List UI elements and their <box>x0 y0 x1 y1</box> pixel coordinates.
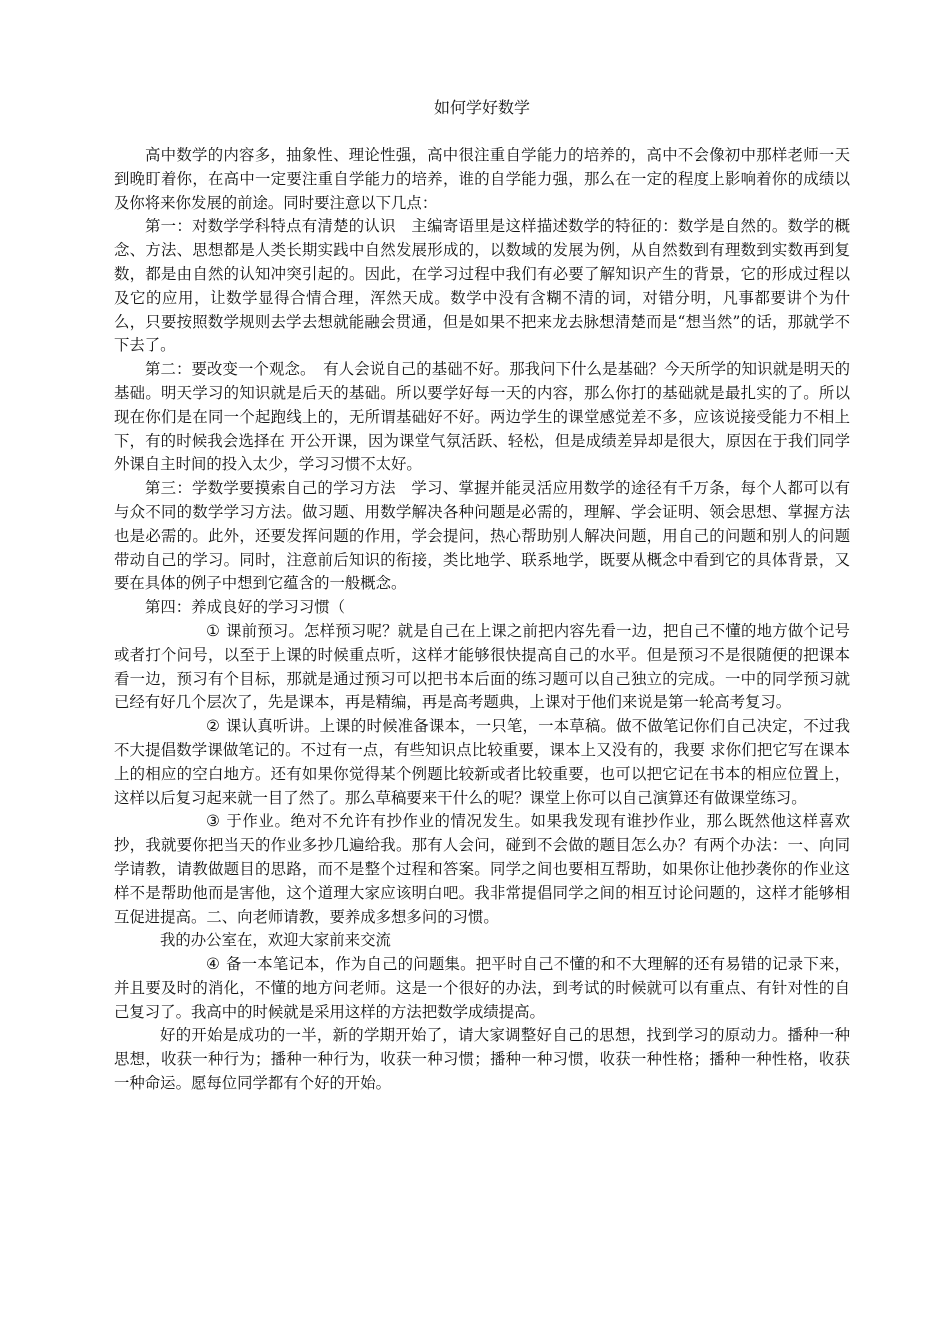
paragraph-habit-2 <box>114 715 850 810</box>
document-page <box>114 96 850 1096</box>
habit-2-text: 课认真听讲。上课的时候准备课本，一只笔，一本草稿。做不做笔记你们自己决定，不过我不大提倡数学课做笔记的。不过有一点，有些知识点比较重要，课本上又没有的，我要 求你们把它写在课本上的相应的空白地方。还有如果你觉得某个例题比较新或者比较重要，也可以把它记在书本的相应位置上，这样以后复习起来就一目了然了。那么草稿要来干什么的呢？课堂上你可以自己演算还有做课堂练习。 <box>114 717 850 807</box>
paragraph-habit-4 <box>114 953 850 1024</box>
paragraph-habit-3 <box>114 810 850 929</box>
paragraph-point-4-heading: 第四：养成良好的学习习惯（ <box>145 598 346 617</box>
habit-3-text: 于作业。绝对不允许有抄作业的情况发生。如果我发现有谁抄作业，那么既然他这样喜欢抄，我就要你把当天的作业多抄几遍给我。那有人会问，碰到不会做的题目怎么办？有两个办法：一、向同学请教，请教做题目的思路，而不是整个过程和答案。同学之间也要相互帮助，如果你让他抄袭你的作业这样不是帮助他而是害他，这个道理大家应该明白吧。我非常提倡同学之间的相互讨论问题的，这样才能够相互促进提高。二、向老师请教，要养成多想多问的习惯。 <box>114 812 850 926</box>
paragraph-point-3: 第三：学数学要摸索自己的学习方法 学习、掌握并能灵活应用数学的途径有千万条，每个人都可以有与众不同的数学学习方法。做习题、用数学解决各种问题是必需的，理解、学会证明、领会思想、掌握方法也是必需的。此外，还要发挥问题的作用，学会提问，热心帮助别人解决问题，用自己的问题和别人的问题带动自己的学习。同时，注意前后知识的衔接，类比地学、联系地学，既要从概念中看到它的具体背景，又要在具体的例子中想到它蕴含的一般概念。 <box>114 479 850 593</box>
circled-number-2: ② <box>206 717 220 736</box>
paragraph-habit-1 <box>114 620 850 715</box>
paragraph-point-1: 第一：对数学学科特点有清楚的认识 主编寄语里是这样描述数学的特征的：数学是自然的。数学的概念、方法、思想都是人类长期实践中自然发展形成的，以数域的发展为例，从自然数到有理数到实数再到复数，都是由自然的认知冲突引起的。因此，在学习过程中我们有必要了解知识产生的背景，它的形成过程以及它的应用，让数学显得合情合理，浑然天成。数学中没有含糊不清的词，对错分明，凡事都要讲个为什么，只要按照数学规则去学去想就能融会贯通，但是如果不把来龙去脉想清楚而是“想当然”的话，那就学不下去了。 <box>114 217 850 355</box>
paragraph-office-note: 我的办公室在，欢迎大家前来交流 <box>160 931 391 950</box>
circled-number-4: ④ <box>206 955 220 974</box>
habit-1-text: 课前预习。怎样预习呢？就是自己在上课之前把内容先看一边，把自己不懂的地方做个记号或者打个问号，以至于上课的时候重点听，这样才能够很快提高自己的水平。但是预习不是很随便的把课本看一边，预习有个目标，那就是通过预习可以把书本后面的练习题可以自己独立的完成。一中的同学预习就已经有好几个层次了，先是课本，再是精编，再是高考题典，上课对于他们来说是第一轮高考复习。 <box>114 621 850 712</box>
paragraph-intro: 高中数学的内容多，抽象性、理论性强，高中很注重自学能力的培养的，高中不会像初中那样老师一天到晚盯着你，在高中一定要注重自学能力的培养，谁的自学能力强，那么在一定的程度上影响着你的成绩以及你将来你发展的前途。同时要注意以下几点： <box>114 146 850 212</box>
circled-number-3: ③ <box>206 812 220 831</box>
habit-4-text: 备一本笔记本，作为自己的问题集。把平时自己不懂的和不大理解的还有易错的记录下来，并且要及时的消化，不懂的地方问老师。这是一个很好的办法，到考试的时候就可以有重点、有针对性的自己复习了。我高中的时候就是采用这样的方法把数学成绩提高。 <box>114 955 850 1021</box>
circled-number-1: ① <box>206 621 220 640</box>
document-title: 如何学好数学 <box>433 98 530 117</box>
paragraph-closing: 好的开始是成功的一半，新的学期开始了，请大家调整好自己的思想，找到学习的原动力。播种一种思想，收获一种行为；播种一种行为，收获一种习惯；播种一种习惯，收获一种性格；播种一种性格，收获一种命运。愿每位同学都有个好的开始。 <box>114 1026 850 1093</box>
paragraph-point-2: 第二：要改变一个观念。 有人会说自己的基础不好。那我问下什么是基础？今天所学的知识就是明天的基础。明天学习的知识就是后天的基础。所以要学好每一天的内容，那么你打的基础就是最扎实的了。所以现在你们是在同一个起跑线上的，无所谓基础好不好。两边学生的课堂感觉差不多，应该说接受能力不相上下，有的时候我会选择在 开公开课，因为课堂气氛活跃、轻松，但是成绩差异却是很大，原因在于我们同学外课自主时间的投入太少，学习习惯不太好。 <box>114 360 850 474</box>
